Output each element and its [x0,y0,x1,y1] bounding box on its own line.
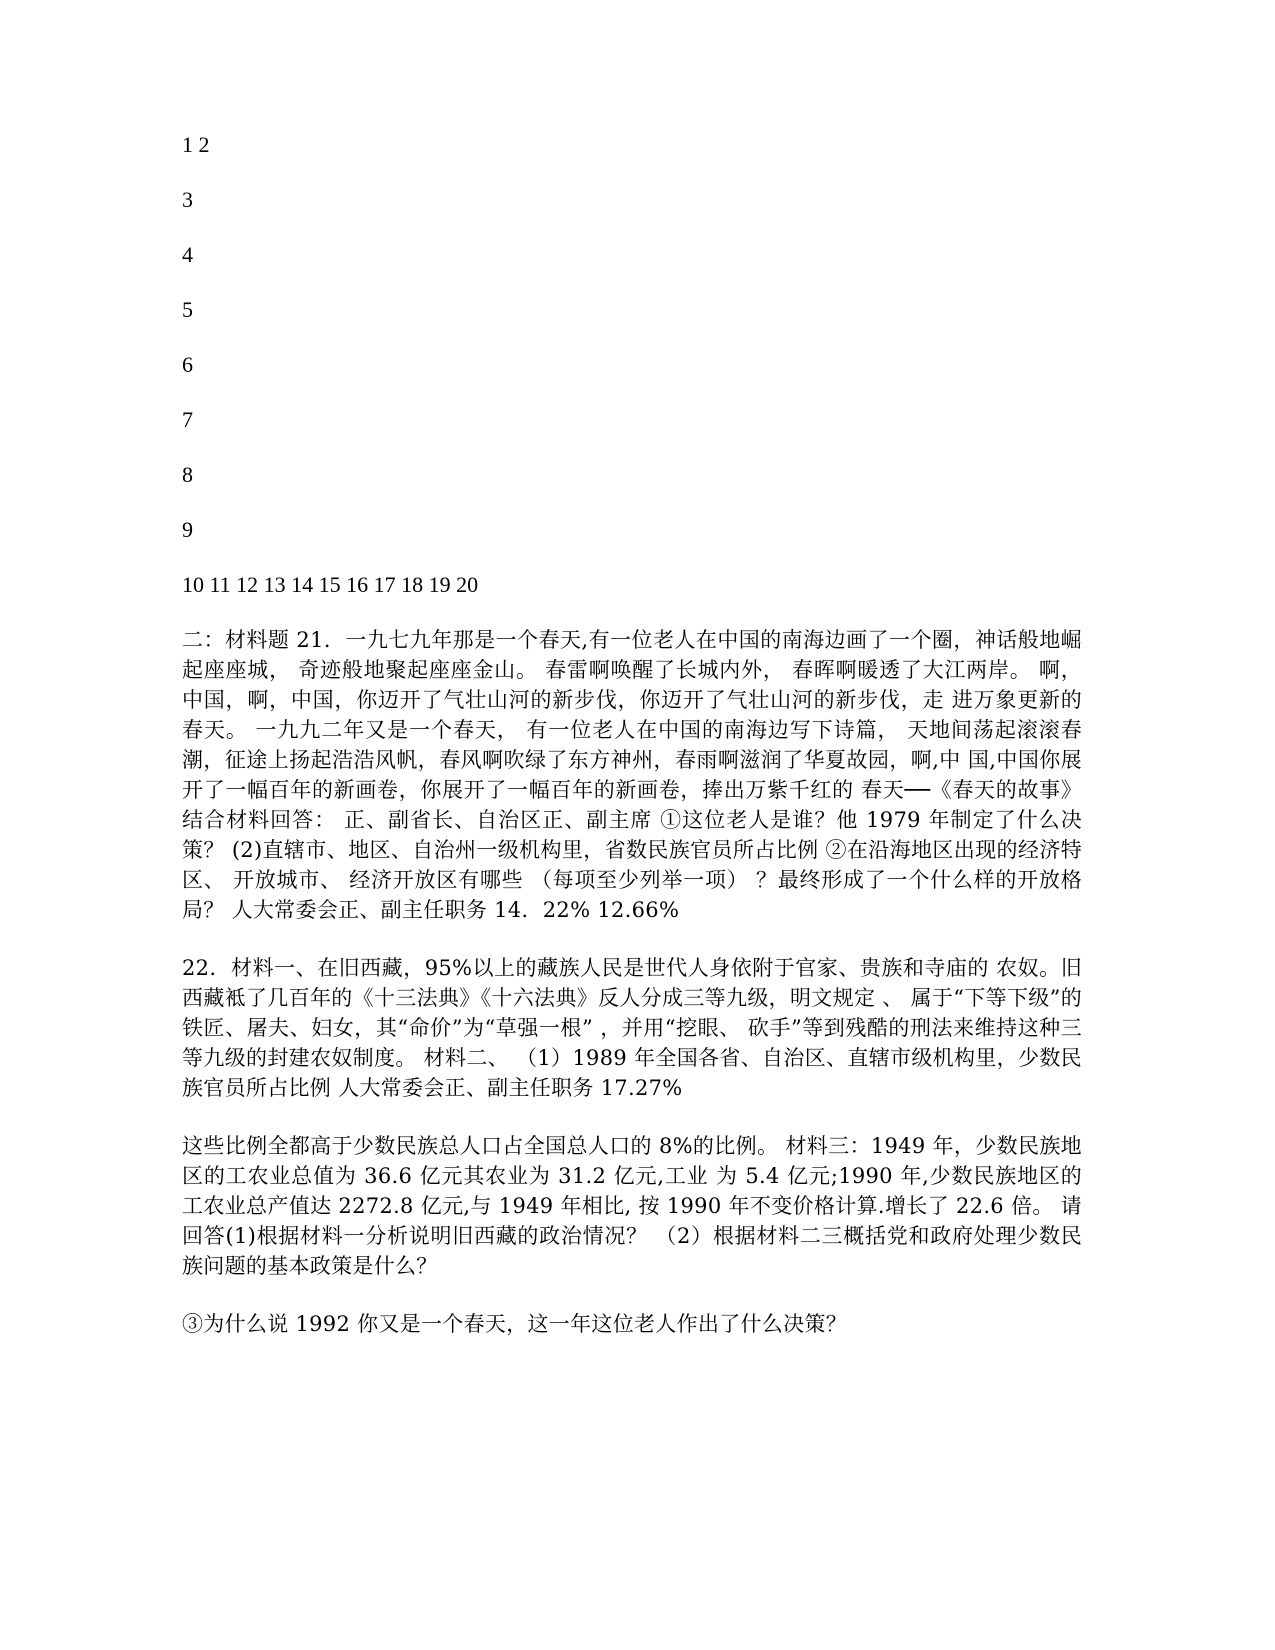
material-question-21: 二：材料题 21．一九七九年那是一个春天,有一位老人在中国的南海边画了一个圈，神话般地崛 起座座城， 奇迹般地聚起座座金山。 春雷啊唤醒了长城内外， 春晖啊暖透了大江两岸。 啊，中国，啊，中国，你迈开了气壮山河的新步伐，你迈开了气壮山河的新步伐，走 进万象更新的春天。 一九九二年又是一个春天， 有一位老人在中国的南海边写下诗篇， 天地间荡起滚滚春 潮，征途上扬起浩浩风帆，春风啊吹绿了东方神州，春雨啊滋润了华夏故园，啊,中 国,中国你展开了一幅百年的新画卷，你展开了一幅百年的新画卷，捧出万紫千红的 春天──《春天的故事》 结合材料回答： 正、副省长、自治区正、副主席 ①这位老人是谁？他 1979 年制定了什么决策？ (2)直辖市、地区、自治州一级机构里，省数民族官员所占比例 ②在沿海地区出现的经济特区、 开放城市、 经济开放区有哪些 （每项至少列举一项） ？最终形成了一个什么样的开放格局？ 人大常委会正、副主任职务 14．22% 12.66% [182,628,1082,922]
question-number-line: 4 [182,242,193,267]
question-number-line: 3 [182,187,193,212]
question-number-line: 5 [182,297,193,322]
question-number-line: 9 [182,517,193,542]
material-question-22: 22．材料一、在旧西藏，95%以上的藏族人民是世代人身依附于官家、贵族和寺庙的 农奴。旧西藏袛了几百年的《十三法典》《十六法典》反人分成三等九级，明文规定 、 属于“下等下级”的铁匠、屠夫、妇女，其“命价”为“草强一根” ，并用“挖眼、 砍手”等到残酷的刑法来维持这种三等九级的封建农奴制度。 材料二、 （1）1989 年全国各省、自治区、直辖市级机构里，少数民族官员所占比例 人大常委会正、副主任职务 17.27% [182,956,1082,1100]
question-number-line: 10 11 12 13 14 15 16 17 18 19 20 [182,572,479,597]
question-3-prompt: ③为什么说 1992 你又是一个春天，这一年这位老人作出了什么决策？ [182,1312,847,1336]
material-question-22-continued: 这些比例全都高于少数民族总人口占全国总人口的 8%的比例。 材料三：1949 年，少数民族地区的工农业总值为 36.6 亿元其农业为 31.2 亿元,工业 为 5.4 亿元;1990 年,少数民族地区的工农业总产值达 2272.8 亿元,与 1949 年相比, 按 1990 年不变价格计算.增长了 22.6 倍。 请回答(1)根据材料一分析说明旧西藏的政治情况？ （2）根据材料二三概括党和政府处理少数民族问题的基本政策是什么？ [182,1134,1082,1278]
question-number-line: 8 [182,462,193,487]
document-page [182,130,1082,1339]
question-number-line: 7 [182,407,193,432]
question-number-line: 6 [182,352,193,377]
question-number-line: 1 2 [182,132,210,157]
